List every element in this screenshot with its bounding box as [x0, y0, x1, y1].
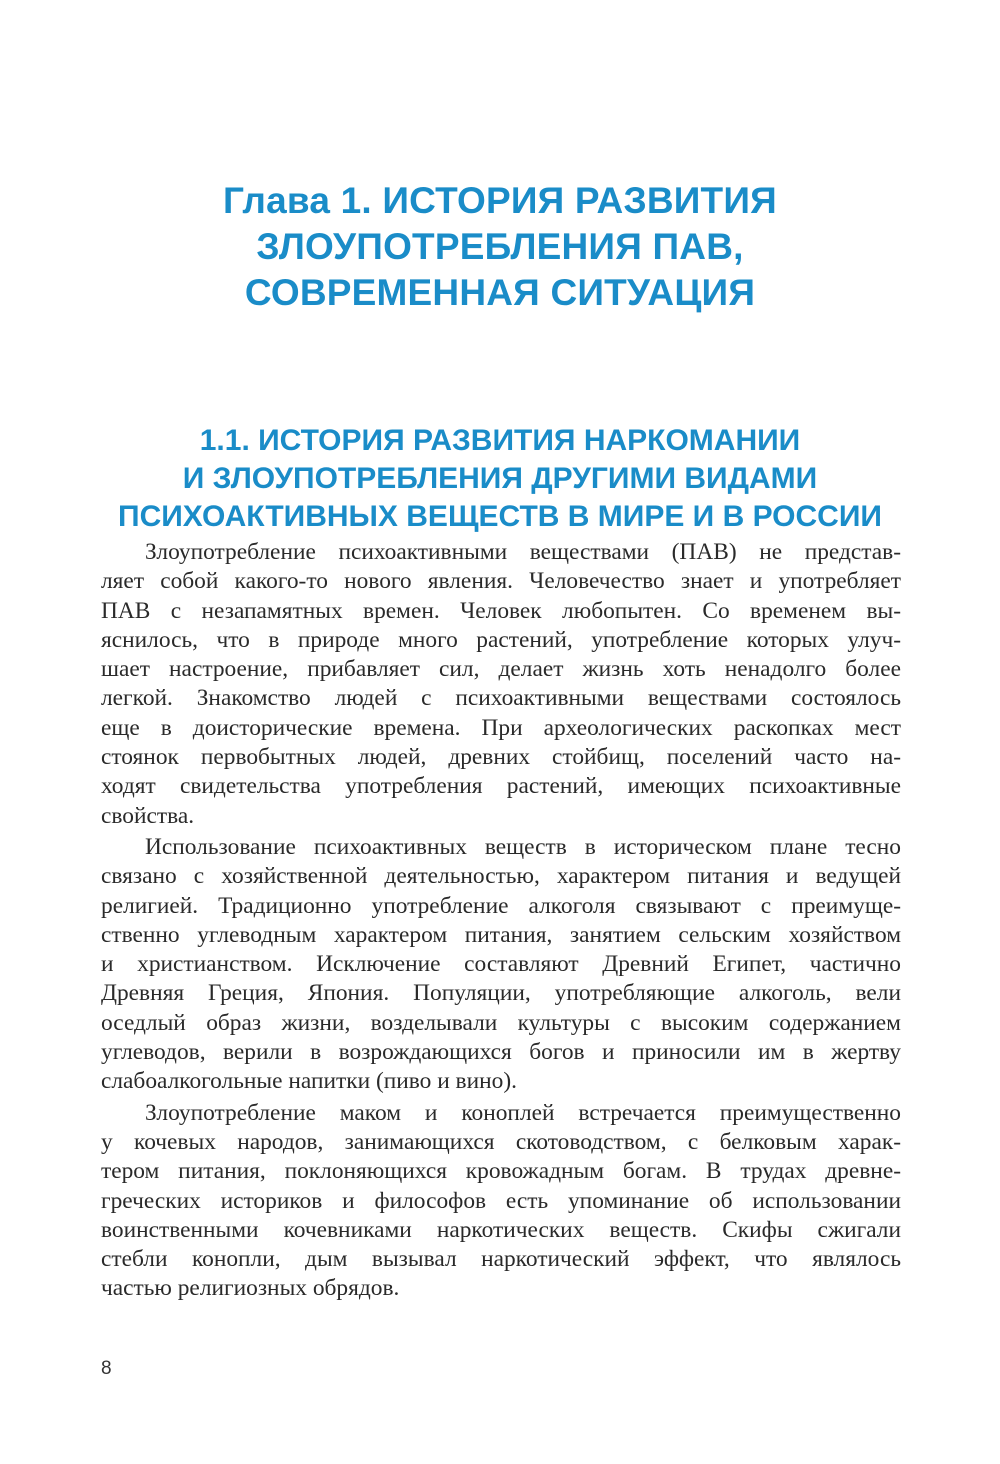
text-line: Злоупотребление психоактивными веществами (ПАВ) не представ- [145, 539, 901, 565]
text-line: оседлый образ жизни, возделывали культуры с высоким содержанием [101, 1009, 901, 1036]
text-line: еще в доисторические времена. При археологических раскопках мест [101, 714, 901, 741]
text-line: и христианством. Исключение составляют Древний Египет, частично [101, 951, 901, 978]
paragraph-3 [101, 1099, 901, 1304]
chapter-title-line: Глава 1. ИСТОРИЯ РАЗВИТИЯ [223, 180, 777, 221]
page-number: 8 [101, 1358, 112, 1379]
text-line: яснилось, что в природе много растений, употребление которых улуч- [101, 626, 901, 653]
text-line: ственно углеводным характером питания, занятием сельским хозяйством [101, 921, 901, 948]
text-line: религией. Традиционно употребление алкоголя связывают с преимуще- [101, 892, 901, 919]
text-line: углеводов, верили в возрождающихся богов и приносили им в жертву [101, 1039, 901, 1066]
text-line: шает настроение, прибавляет сил, делает жизнь хоть ненадолго более [101, 656, 901, 683]
text-line: у кочевых народов, занимающихся скотоводством, с белковым харак- [101, 1128, 901, 1155]
text-line: ПАВ с незапамятных времен. Человек любопытен. Со временем вы- [101, 597, 901, 624]
text-line: греческих историков и философов есть упоминание об использовании [101, 1187, 901, 1214]
text-line: стебли конопли, дым вызывал наркотический эффект, что являлось [101, 1246, 901, 1273]
text-line: Злоупотребление маком и коноплей встречается преимущественно [145, 1099, 901, 1126]
text-line: ходят свидетельства употребления растений, имеющих психоактивные [101, 773, 901, 800]
text-line: свойства. [101, 802, 195, 829]
text-line: связано с хозяйственной деятельностью, характером питания и ведущей [101, 863, 901, 890]
text-line: слабоалкогольные напитки (пиво и вино). [101, 1068, 517, 1095]
section-title [100, 422, 900, 536]
text-line: частью религиозных обрядов. [101, 1275, 400, 1302]
section-title-line: И ЗЛОУПОТРЕБЛЕНИЯ ДРУГИМИ ВИДАМИ [182, 462, 818, 495]
text-line: Древняя Греция, Япония. Популяции, употребляющие алкоголь, вели [101, 980, 901, 1007]
text-line: тером питания, поклоняющихся кровожадным богам. В трудах древне- [101, 1158, 901, 1185]
text-line: легкой. Знакомство людей с психоактивными веществами состоялось [101, 685, 901, 712]
chapter-title-line: ЗЛОУПОТРЕБЛЕНИЯ ПАВ, [256, 226, 744, 267]
text-line: воинственными кочевниками наркотических веществ. Скифы сжигали [101, 1216, 901, 1243]
chapter-title [100, 178, 900, 316]
body-text [101, 538, 901, 1306]
section-title-line: 1.1. ИСТОРИЯ РАЗВИТИЯ НАРКОМАНИИ [199, 424, 801, 457]
text-line: стоянок первобытных людей, древних стойбищ, поселений часто на- [101, 744, 901, 771]
text-line: Использование психоактивных веществ в историческом плане тесно [145, 833, 901, 860]
text-line: ляет собой какого-то нового явления. Человечество знает и употребляет [101, 568, 901, 595]
section-title-line: ПСИХОАКТИВНЫХ ВЕЩЕСТВ В МИРЕ И В РОССИИ [118, 500, 882, 533]
paragraph-1 [101, 538, 901, 831]
chapter-title-line: СОВРЕМЕННАЯ СИТУАЦИЯ [244, 272, 756, 313]
paragraph-2 [101, 833, 901, 1097]
